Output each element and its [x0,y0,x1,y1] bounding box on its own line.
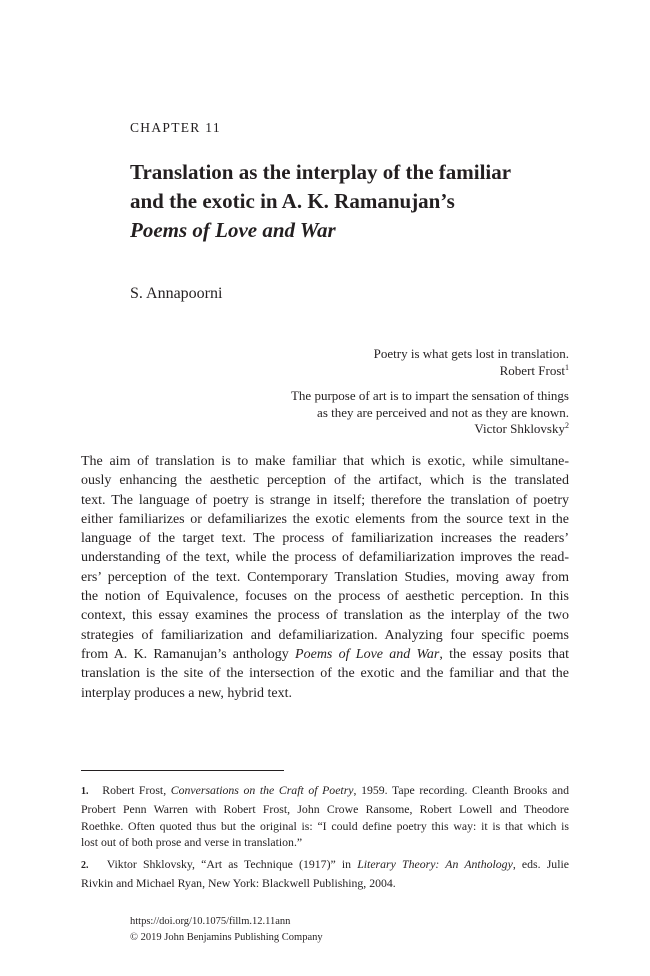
epigraph-text: Poetry is what gets lost in translation. [373,346,569,361]
abstract-line: language of the target text. The process of familiarization increases the readers’ [81,531,569,547]
footnote-ref[interactable]: 2 [565,421,569,430]
footnote-line: lost out of both prose and verse in translation.” [81,835,303,850]
abstract-line: the notion of Equivalence, focuses on the process of aesthetic perception. In this [81,589,569,605]
footnote-divider [81,770,284,771]
publication-info [130,914,323,945]
abstract-line: translation is the site of the intersection of the exotic and the familiar and that the [81,666,569,682]
abstract-line: strategies of familiarization and defamiliarization. Analyzing four specific poems [81,627,569,643]
title-line-1: Translation as the interplay of the familiar [130,160,512,184]
abstract-line: ously enhancing the aesthetic perception of the artifact, which is the translated [81,473,569,489]
title-line-3: Poems of Love and War [130,218,336,242]
abstract-line: ers’ perception of the text. Contemporary Translation Studies, moving away from [81,569,569,585]
footnote-line: Roethke. Often quoted thus but the original is: “I could define poetry this way: it is that which is [81,818,569,833]
abstract-line: from A. K. Ramanujan’s anthology Poems of Love and War, the essay posits that [81,646,569,662]
footnote-number: 1. [81,786,89,797]
copyright-notice: © 2019 John Benjamins Publishing Company [130,931,323,943]
footnote-line: Rivkin and Michael Ryan, New York: Blackwell Publishing, 2004. [81,875,396,890]
abstract-line: interplay produces a new, hybrid text. [81,685,292,701]
footnote-2 [81,856,569,892]
chapter-title [130,158,590,245]
footnote-ref[interactable]: 1 [565,362,569,372]
book-title: Literary Theory: An Anthology [357,857,513,871]
footnote-line: Probert Penn Warren with Robert Frost, John Crowe Ransome, Robert Lowell and Theodore [81,801,569,816]
book-title: Conversations on the Craft of Poetry [170,783,354,797]
author-name: S. Annapoorni [130,285,223,302]
abstract-line: understanding of the text, while the process of defamiliarization improves the read- [81,550,569,566]
title-line-2: and the exotic in A. K. Ramanujan’s [130,189,455,213]
footnote-1 [81,782,569,851]
footnote-line: 2. Viktor Shklovsky, “Art as Technique (1917)” in Literary Theory: An Anthology, eds. Julie [81,857,569,871]
abstract-line: either familiarizes or defamiliarizes the exotic elements from the source text in the [81,511,569,527]
abstract-line: text. The language of poetry is strange in itself; therefore the translation of poetry [81,492,569,508]
doi-link[interactable]: https://doi.org/10.1075/fillm.12.11ann [130,916,291,927]
abstract [81,452,569,703]
abstract-line: context, this essay examines the process of translation as the interplay of the two [81,608,569,624]
footnote-number: 2. [81,860,89,871]
footnote-line: 1. Robert Frost, Conversations on the Craft of Poetry, 1959. Tape recording. Cleanth Brooks and [81,783,570,797]
epigraph-1 [374,346,569,379]
epigraph-attribution: Robert Frost$^1$ [499,362,569,378]
epigraph-attribution: Victor Shklovsky$^2$ [474,421,569,436]
abstract-line: The aim of translation is to make familiar that which is exotic, while simultane- [81,454,569,469]
epigraph-2 [291,388,569,438]
epigraph-text: The purpose of art is to impart the sensation of things [290,388,569,403]
chapter-label: CHAPTER 11 [130,120,221,135]
epigraph-text: as they are perceived and not as they are known. [317,404,569,420]
book-title: Poems of Love and War [295,646,440,662]
